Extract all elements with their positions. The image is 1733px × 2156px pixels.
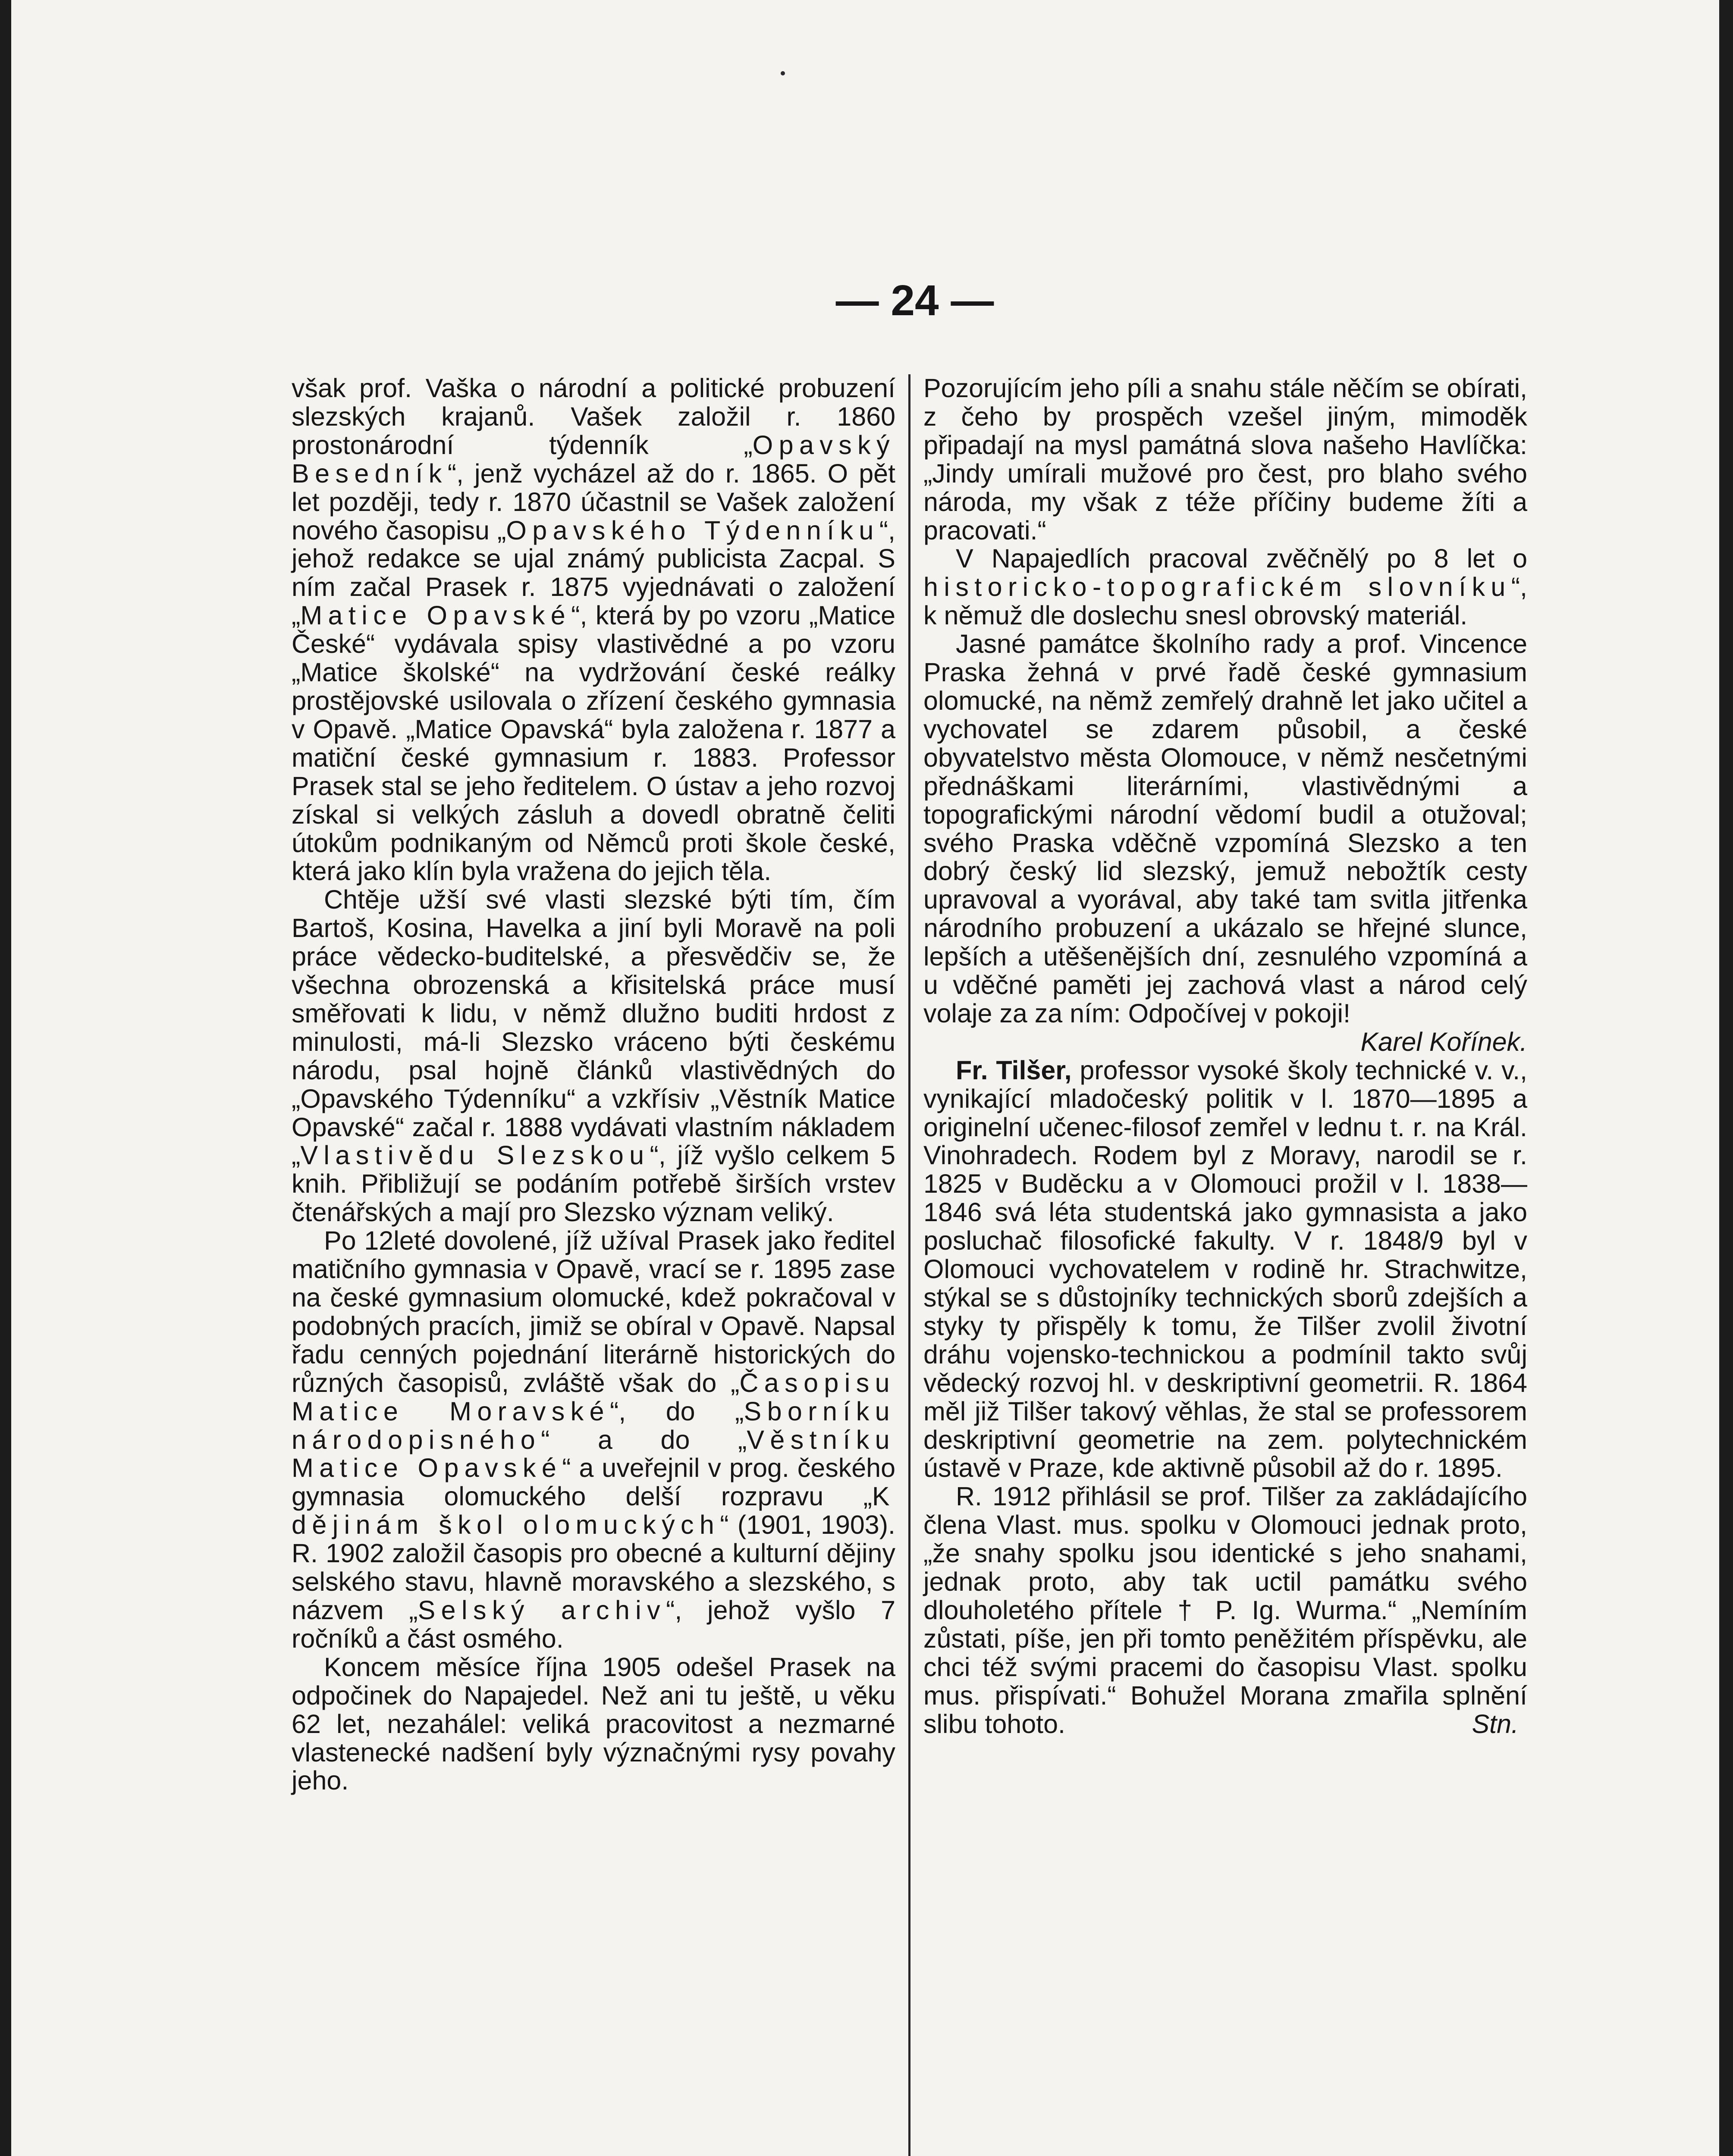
spaced-title: Opavského Týdenníku (506, 515, 879, 545)
spaced-title: Věstníku Matice Opavské (292, 1425, 895, 1483)
text-run: professor vysoké školy technické v. v., vynikající mladočeský politik v l. 1870—1895 a originelní učenec-filosof zemřel v lednu t. r. na Král. Vinohradech. Rodem byl z Moravy, narodil se r. 1825 v Buděcku a v Olomouci prožil v l. 1838—1846 svá léta studentská jako gymnasista a jako posluchač filosofické fakulty. V r. 1848/9 byl v Olomouci vychovatelem v rodině hr. Strachwitze, stýkal se s důstojníky technických sborů zdejších a styky ty přispěly k tomu, že Tilšer zvolil životní dráhu vojensko-technickou a podmínil takto svůj vědecký rozvoj hl. v deskriptivní geometrii. R. 1864 měl již Tilšer takový věhlas, že stal se professorem deskriptivní geometrie na zem. polytechnickém ústavě v Praze, kde aktivně působil až do r. 1895. (923, 1055, 1527, 1483)
spaced-title: historicko-topografickém slovníku (923, 572, 1511, 602)
text-run: “ (1901, 1903). R. 1902 založil časopis pro obecné a kulturní dějiny selského stavu, hlavně moravského a slezského, s názvem „ (292, 1510, 895, 1625)
text-run: “ a do „ (541, 1425, 747, 1454)
paragraph (923, 1482, 1527, 1738)
spaced-title: Sborníku národopisného (292, 1396, 895, 1454)
speck-mark (781, 71, 785, 75)
paragraph (292, 886, 895, 1227)
right-column (923, 374, 1527, 1739)
text-run: “, jehož redakce se ujal známý publicista Zacpal. S ním začal Prasek r. 1875 vyjednávati o založení „ (292, 515, 895, 630)
paragraph (923, 630, 1527, 1028)
text-run: Jasné památce školního rady a prof. Vincence Praska žehná v prvé řadě české gymnasium olomucké, na němž zemřelý drahně let jako učitel a vychovatel se zdarem působil, a české obyvatelstvo města Olomouce, v němž nesčetnými přednáškami literárními, vlastivědnými a topografickými národní vědomí budil a otužoval; svého Praska vděčně vzpomíná Slezsko a ten dobrý český lid slezský, jemuž nebožtík cesty upravoval a vyorával, aby také tam svitla jitřenka národního probuzení a ukázalo se hřejné slunce, lepších a utěšenějších dní, zesnulého vzpomíná a u vděčné paměti jej zachová vlast a národ celý volaje za za ním: Odpočívej v pokoji! (923, 629, 1527, 1028)
paragraph (923, 1056, 1527, 1483)
text-run: však prof. Vaška o národní a politické probuzení slezských krajanů. Vašek založil r. 1860 prostonárodní týdenník „ (292, 373, 895, 460)
spaced-title: Vlastivědu Slezskou (300, 1141, 650, 1170)
spaced-title: Časopisu Matice Moravské (292, 1368, 895, 1426)
text-run: “, do „ (609, 1396, 744, 1426)
text-run: V Napajedlích pracoval zvěčnělý po 8 let o (956, 544, 1527, 573)
paragraph (292, 1227, 895, 1653)
text-run: “, jehož vyšlo 7 ročníků a část osmého. (292, 1595, 895, 1653)
paragraph (923, 374, 1527, 545)
text-run: “, k němuž dle doslechu snesl obrovský materiál. (923, 572, 1527, 630)
bold-name: Fr. Tilšer, (956, 1055, 1072, 1085)
left-column (292, 374, 895, 1795)
paragraph (923, 545, 1527, 630)
text-run: Po 12leté dovolené, jíž užíval Prasek jako ředitel matičního gymnasia v Opavě, vrací se r. 1895 zase na české gymnasium olomucké, kdež pokračoval v podobných pracích, jimiž se obíral v Opavě. Napsal řadu cenných pojednání literárně historických do různých časopisů, zvláště však do „ (292, 1226, 895, 1398)
text-run: “ a uveřejnil v prog. českého gymnasia olomuckého delší rozpravu „ (292, 1453, 895, 1511)
text-run: “, která by po vzoru „Matice České“ vydávala spisy vlastivědné a po vzoru „Matice školské“ na vydržování české reálky prostějovské usilovala o zřízení českého gymnasia v Opavě. „Matice Opavská“ byla založena r. 1877 a matiční české gymnasium r. 1883. Professor Prasek stal se jeho ředitelem. O ústav a jeho rozvoj získal si velkých zásluh a dovedl obratně čeliti útokům podnikaným od Němců proti škole české, která jako klín byla vražena do jejich těla. (292, 601, 896, 886)
spaced-title: Matice Opavské (300, 601, 571, 630)
spaced-title: K dějinám škol olomuckých (292, 1482, 895, 1540)
text-run: “, jenž vycházel až do r. 1865. O pět let později, tedy r. 1870 účastnil se Vašek založení nového časopisu „ (292, 458, 895, 545)
text-run: “, jíž vyšlo celkem 5 knih. Přibližují se podáním potřebě širších vrstev čtenářských a mají pro Slezsko význam veliký. (292, 1141, 896, 1227)
spaced-title: Selský archiv (418, 1595, 666, 1625)
column-divider (908, 374, 910, 2156)
paragraph (292, 374, 895, 886)
document-page (11, 0, 1719, 2156)
paragraph (292, 1653, 895, 1796)
signature: Karel Kořínek. (1360, 1027, 1527, 1056)
text-run: Pozorujícím jeho píli a snahu stále něčím se obírati, z čeho by prospěch vzešel jiným, mimoděk připadají na mysl památná slova našeho Havlíčka: „Jindy umírali mužové pro čest, pro blaho svého národa, my však z téže příčiny budeme žíti a pracovati.“ (923, 373, 1527, 545)
page-number: — 24 — (835, 276, 994, 325)
text-run: Koncem měsíce října 1905 odešel Prasek na odpočinek do Napajedel. Než ani tu ještě, u věku 62 let, nezahálel: veliká pracovitost a nezmarné vlastenecké nadšení byly význačnými rysy povahy jeho. (292, 1652, 895, 1796)
text-run: R. 1912 přihlásil se prof. Tilšer za zakládajícího člena Vlast. mus. spolku v Olomouci jednak proto, „že snahy spolku jsou identické s jeho snahami, jednak proto, aby tak uctil památku svého dlouholetého přítele † P. Ig. Wurma.“ „Nemíním zůstati, píše, jen při tomto peněžitém příspěvku, ale chci též svými pracemi do časopisu Vlast. spolku mus. přispívati.“ Bohužel Morana zmařila splnění slibu tohoto. (923, 1482, 1527, 1739)
text-run: Chtěje užší své vlasti slezské býti tím, čím Bartoš, Kosina, Havelka a jiní byli Moravě na poli práce vědecko-buditelské, a přesvědčiv se, že všechna obrozenská a křisitelská práce musí směřovati k lidu, v němž dlužno buditi hrdost z minulosti, má-li Slezsko vráceno býti českému národu, psal hojně článků vlastivědných do „Opavského Týdenníku“ a vzkřísiv „Věstník Matice Opavské“ začal r. 1888 vydávati vlastním nákladem „ (292, 885, 895, 1170)
signature: Stn. (1472, 1709, 1519, 1739)
spaced-title: Opavský Besedník (292, 430, 895, 488)
